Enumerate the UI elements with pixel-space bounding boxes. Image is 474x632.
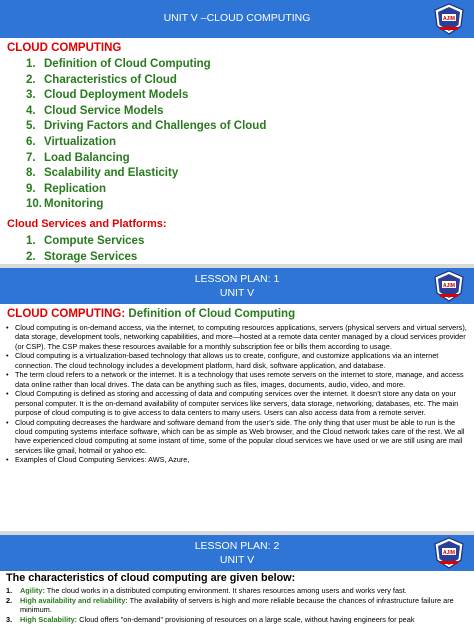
item-number: 6. xyxy=(26,135,36,148)
item-text: Cloud Service Models xyxy=(44,104,164,117)
banner-unit: UNIT V xyxy=(219,554,255,566)
definition-bullets xyxy=(0,323,474,465)
item-number: 7. xyxy=(26,151,36,164)
item-number: 2. xyxy=(26,250,36,263)
item-number: 3. xyxy=(6,614,13,624)
item-number: 4. xyxy=(26,104,36,117)
item-text: Load Balancing xyxy=(44,151,130,164)
list-item xyxy=(26,73,266,89)
list-item xyxy=(26,88,266,104)
college-logo-icon xyxy=(432,536,466,570)
list-item xyxy=(26,57,266,73)
item-text: Storage Services xyxy=(44,250,138,263)
characteristic-item xyxy=(6,615,474,625)
banner-title: UNIT V –CLOUD COMPUTING xyxy=(163,12,311,24)
college-logo-icon xyxy=(432,2,466,36)
bullet-item: • Cloud Computing is defined as storing and accessing of data and computing services over the internet. It doesn’t store any data on your personal computer. It is the on-demand availability of computer services like servers, data storage, networking, databases, etc. The main purpose of cloud computing is to give access to data centers to many users. Users can also access data from a remote server. xyxy=(5,389,470,417)
item-text: Virtualization xyxy=(44,135,116,148)
section-title xyxy=(0,308,474,320)
college-logo-icon xyxy=(432,269,466,303)
list-item xyxy=(26,166,266,182)
bullet-item: • Cloud computing is on-demand access, via the internet, to computing resources applications, servers (physical servers and virtual servers), data storage, development tools, networking capabilities, and more—hosted at a remote data center managed by a cloud services provider (or CSP). The CSP makes these resources available for a monthly subscription fee or bills them according to usage. xyxy=(5,323,470,351)
list-item xyxy=(26,197,266,213)
bullet-item: • Cloud computing decreases the hardware and software demand from the user’s side. The only thing that user must be able to run is the cloud computing systems interface software, which can be as simple as Web browser, and the Cloud network takes care of the rest. We all have experienced cloud computing at some instant of time, some of the popular cloud services we have used or we are still using are mail services like gmail, hotmail or yahoo etc. xyxy=(5,418,470,456)
list-item xyxy=(26,151,266,167)
characteristic-text: Cloud offers "on-demand" provisioning of resources on a large scale, without having engineers for peak xyxy=(77,614,415,624)
characteristic-term: High availability and reliability: xyxy=(20,595,128,605)
item-text: Monitoring xyxy=(44,198,104,211)
services-heading: Cloud Services and Platforms: xyxy=(7,218,167,230)
characteristic-item xyxy=(6,596,474,615)
characteristic-item xyxy=(6,586,474,596)
list-item xyxy=(26,104,266,120)
item-text: Compute Services xyxy=(44,235,145,247)
svg-text:AJIM: AJIM xyxy=(443,550,455,556)
item-number: 1. xyxy=(6,586,13,595)
item-text: Scalability and Elasticity xyxy=(44,167,179,180)
characteristics-section xyxy=(0,572,474,632)
list-item xyxy=(26,119,266,135)
bullet-item: • Examples of Cloud Computing Services: AWS, Azure, xyxy=(5,455,470,464)
title-green-part: Definition of Cloud Computing xyxy=(128,308,296,320)
list-item xyxy=(26,135,266,151)
item-number: 5. xyxy=(26,120,36,133)
svg-text:AJIM: AJIM xyxy=(443,283,455,289)
characteristics-title: The characteristics of cloud computing are given below: xyxy=(6,572,296,584)
item-text: Replication xyxy=(44,182,106,195)
characteristics-list xyxy=(0,586,474,624)
list-item xyxy=(26,250,157,266)
definition-section xyxy=(0,305,474,531)
item-text: Characteristics of Cloud xyxy=(44,73,177,86)
title-red-part: CLOUD COMPUTING: xyxy=(7,308,129,320)
list-item xyxy=(26,182,266,198)
characteristic-text: The availability of servers is high and more reliable because the chances of infrastructure failure are minimum. xyxy=(20,595,454,614)
banner-unit: UNIT V xyxy=(219,287,255,299)
outline-section xyxy=(0,38,474,266)
topic-list xyxy=(26,57,266,213)
list-item xyxy=(26,234,157,250)
outline-heading: CLOUD COMPUTING xyxy=(7,42,122,54)
item-number: 2. xyxy=(26,73,36,86)
banner-lesson: LESSON PLAN: 1 xyxy=(194,273,280,285)
lesson-plan-banner xyxy=(0,268,474,304)
item-number: 10. xyxy=(26,198,42,211)
item-number: 1. xyxy=(26,58,36,70)
characteristic-term: Agility: xyxy=(20,586,45,595)
item-number: 9. xyxy=(26,182,36,195)
banner-lesson: LESSON PLAN: 2 xyxy=(194,540,280,552)
characteristic-term: High Scalability: xyxy=(20,614,78,624)
item-text: Driving Factors and Challenges of Cloud xyxy=(44,120,267,133)
item-number: 3. xyxy=(26,89,36,102)
item-number: 2. xyxy=(6,595,13,605)
item-text: Cloud Deployment Models xyxy=(44,89,189,102)
bullet-item: • Cloud computing is a virtualization-based technology that allows us to create, configure, and customize applications via an internet connection. The cloud technology includes a development platform, hard disk, software application, and database. xyxy=(5,351,470,370)
unit-banner xyxy=(0,0,474,38)
characteristic-text: The cloud works in a distributed computing environment. It shares resources among users and works very fast. xyxy=(44,586,407,595)
item-number: 1. xyxy=(26,235,36,247)
item-text: Definition of Cloud Computing xyxy=(44,58,211,70)
lesson-plan-banner xyxy=(0,535,474,571)
svg-text:AJIM: AJIM xyxy=(443,16,455,22)
item-number: 8. xyxy=(26,167,36,180)
bullet-item: • The term cloud refers to a network or the internet. It is a technology that uses remote servers on the internet to store, manage, and access data online rather than local drives. The data can be anything such as files, images, documents, audio, video, and more. xyxy=(5,370,470,389)
